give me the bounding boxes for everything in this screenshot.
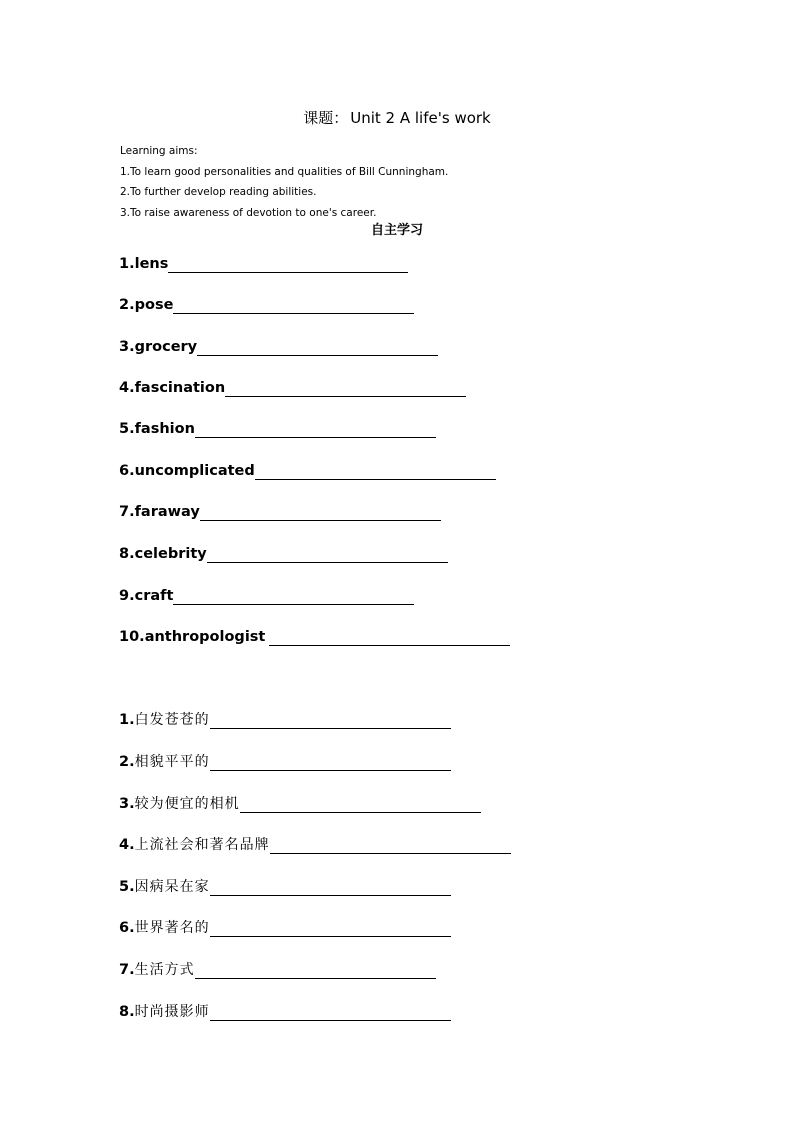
answer-blank[interactable] [200, 503, 441, 521]
answer-blank[interactable] [210, 753, 451, 771]
phrase-number: 4. [119, 837, 135, 853]
aim-item-3: 3.To raise awareness of devotion to one's career. [120, 207, 377, 220]
vocab-word: celebrity [134, 546, 207, 562]
phrase-number: 1. [119, 712, 135, 728]
learning-aims [120, 141, 448, 224]
answer-blank[interactable] [195, 420, 436, 438]
vocab-number: 3. [119, 339, 135, 355]
vocab-item-2 [119, 295, 414, 315]
title-prefix: 课题： [303, 109, 349, 127]
section-heading [0, 222, 794, 240]
vocab-word: grocery [134, 339, 198, 355]
vocab-item-7 [119, 502, 441, 522]
phrase-item-2 [119, 752, 451, 772]
phrase-number: 7. [119, 962, 135, 978]
phrase-number: 3. [119, 796, 135, 812]
phrase-item-4 [119, 835, 511, 855]
vocab-number: 7. [119, 504, 135, 520]
vocab-item-9 [119, 586, 414, 606]
answer-blank[interactable] [240, 795, 481, 813]
answer-blank[interactable] [207, 545, 448, 563]
vocab-word: uncomplicated [134, 463, 255, 479]
aim-item-2: 2.To further develop reading abilities. [120, 186, 317, 199]
phrase-item-3 [119, 794, 481, 814]
answer-blank[interactable] [197, 338, 438, 356]
phrase-text: 白发苍苍的 [134, 712, 210, 728]
vocab-item-1 [119, 254, 408, 274]
phrase-item-7 [119, 960, 436, 980]
phrase-text: 生活方式 [134, 962, 195, 978]
phrase-text: 相貌平平的 [134, 754, 210, 770]
vocab-word: pose [134, 297, 174, 313]
answer-blank[interactable] [210, 711, 451, 729]
answer-blank[interactable] [210, 1003, 451, 1021]
phrase-item-1 [119, 710, 451, 730]
vocab-number: 4. [119, 380, 135, 396]
phrase-item-6 [119, 918, 451, 938]
phrase-text: 世界著名的 [134, 920, 210, 936]
phrase-number: 6. [119, 920, 135, 936]
vocab-word: fashion [134, 421, 195, 437]
phrase-item-5 [119, 877, 451, 897]
answer-blank[interactable] [173, 296, 414, 314]
vocab-word: faraway [134, 504, 200, 520]
vocab-item-6 [119, 461, 496, 481]
phrase-number: 2. [119, 754, 135, 770]
aims-label: Learning aims: [120, 145, 198, 157]
answer-blank[interactable] [270, 836, 511, 854]
answer-blank[interactable] [255, 462, 496, 480]
vocab-item-4 [119, 378, 466, 398]
vocab-number: 8. [119, 546, 135, 562]
vocab-word: lens [134, 256, 169, 272]
vocab-number: 2. [119, 297, 135, 313]
vocab-word: fascination [134, 380, 226, 396]
vocab-item-3 [119, 337, 438, 357]
vocab-number: 10. [119, 629, 145, 645]
vocab-word: craft [134, 588, 174, 604]
aim-item-1: 1.To learn good personalities and qualities of Bill Cunningham. [120, 165, 449, 178]
section-heading-text: 自主学习 [370, 223, 423, 238]
vocab-word: anthropologist [144, 629, 266, 645]
phrase-item-8 [119, 1002, 451, 1022]
phrase-number: 8. [119, 1004, 135, 1020]
answer-blank[interactable] [225, 379, 466, 397]
answer-blank[interactable] [195, 961, 436, 979]
vocab-number: 5. [119, 421, 135, 437]
answer-blank[interactable] [168, 255, 408, 273]
page-title [0, 108, 794, 128]
answer-blank[interactable] [210, 878, 451, 896]
phrase-text: 时尚摄影师 [134, 1004, 210, 1020]
phrase-text: 上流社会和著名品牌 [134, 837, 270, 853]
vocab-item-10 [119, 627, 510, 647]
answer-blank[interactable] [173, 587, 414, 605]
phrase-number: 5. [119, 879, 135, 895]
vocab-number: 6. [119, 463, 135, 479]
vocab-item-5 [119, 419, 436, 439]
phrase-text: 较为便宜的相机 [134, 796, 240, 812]
vocab-item-8 [119, 544, 448, 564]
answer-blank[interactable] [210, 919, 451, 937]
answer-blank[interactable] [269, 628, 510, 646]
vocab-number: 9. [119, 588, 135, 604]
title-unit: Unit 2 A life's work [350, 109, 491, 127]
vocab-number: 1. [119, 256, 135, 272]
phrase-text: 因病呆在家 [134, 879, 210, 895]
